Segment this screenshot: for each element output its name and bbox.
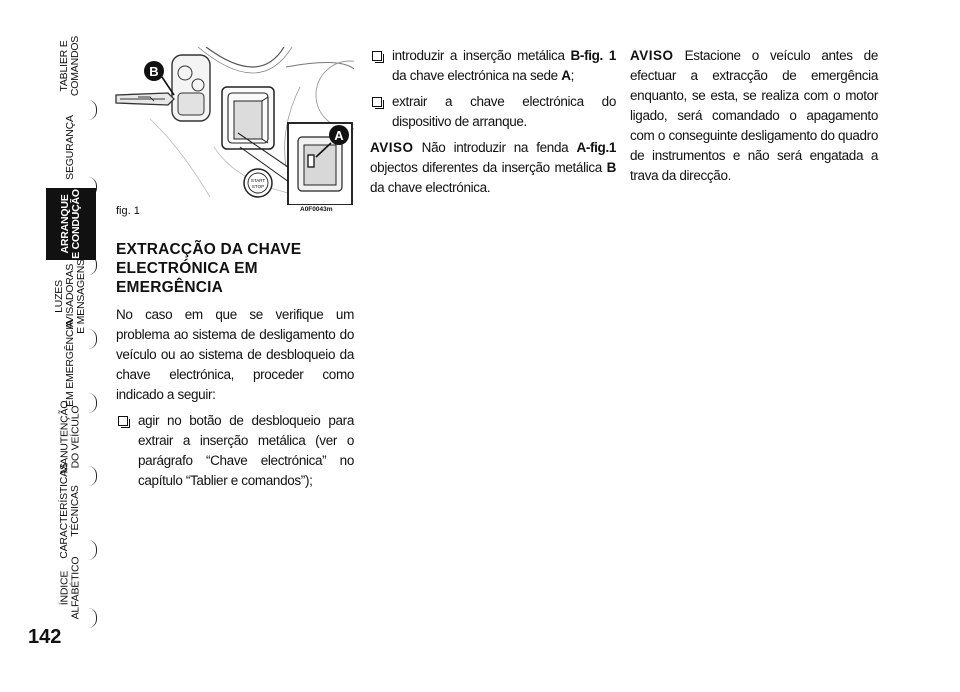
warning-label: AVISO — [630, 48, 674, 63]
figure-reference: B-fig. 1 — [570, 48, 616, 63]
section-heading: EXTRACÇÃO DA CHAVE ELECTRÓNICA EM EMERGÊNCIA — [116, 241, 302, 296]
bullet-item — [370, 92, 616, 132]
tab-label: CARACTERÍSTICAS TÉCNICAS — [58, 463, 82, 559]
warning-text: Estacione o veículo antes de efectuar a extracção de emergência enquanto, se esta, se realiza com o motor ligado, será comandado o apagamento com o conseguinte desligamento do quadro de instrumentos e não será engatada a trava da direcção. — [630, 48, 878, 183]
tab-seguranca[interactable] — [48, 114, 92, 180]
callout-b: B — [149, 64, 159, 79]
figure-caption: fig. 1 — [116, 205, 140, 217]
tab-caracteristicas[interactable] — [48, 463, 92, 559]
tab-manutencao[interactable] — [48, 400, 92, 474]
bullet-text: da chave electrónica na sede — [392, 68, 562, 83]
figure-reference: B — [606, 160, 616, 175]
tab-indice[interactable] — [48, 556, 92, 620]
tab-label: ARRANQUE E CONDUÇÃO — [59, 189, 83, 259]
tab-arranque-conducao[interactable] — [46, 188, 96, 260]
bullet-item — [116, 411, 354, 491]
tab-label: MANUTENÇÃO DO VEÍCULO — [58, 400, 82, 474]
warning-text: Não introduzir na fenda — [413, 140, 577, 155]
column-3 — [630, 46, 878, 186]
intro-paragraph: No caso em que se verifique um problema ao sistema de desligamento do veículo ou ao sistema de desbloqueio da chave electrónica, proceder como indicado a seguir: — [116, 307, 354, 402]
stop-label: STOP — [251, 184, 265, 189]
warning-text: objectos diferentes da inserção metálica — [370, 160, 607, 175]
start-label: START — [250, 178, 266, 183]
chapter-sidebar — [0, 0, 100, 692]
tab-em-emergencia[interactable] — [48, 319, 92, 407]
bullet-item — [370, 46, 616, 86]
callout-a: A — [334, 128, 344, 143]
tab-tablier-comandos[interactable] — [48, 30, 92, 102]
checkbox-bullet-icon — [118, 416, 128, 426]
checkbox-bullet-icon — [372, 97, 382, 107]
column-2 — [370, 46, 616, 198]
figure-illustration — [110, 47, 354, 205]
bullet-text: ; — [570, 68, 575, 83]
warning-paragraph — [630, 46, 878, 186]
bullet-text: agir no botão de desbloqueio para extrair a inserção metálica (ver o parágrafo “Chave electrónica” no capítulo “Tablier e comandos”); — [138, 413, 354, 488]
figure-code: A0F0043m — [300, 206, 333, 213]
bullet-text: extrair a chave electrónica do dispositivo de arranque. — [392, 94, 616, 129]
checkbox-bullet-icon — [372, 51, 382, 61]
column-1 — [116, 240, 354, 491]
figure-reference: A — [561, 68, 571, 83]
figure-reference: A-fig.1 — [576, 140, 616, 155]
bullet-text: introduzir a inserção metálica — [392, 48, 571, 63]
page-number: 142 — [28, 626, 62, 648]
tab-label: SEGURANÇA — [63, 114, 76, 180]
dashboard-key-slot-illustration — [110, 47, 354, 205]
tab-label: ÍNDICE ALFABÉTICO — [58, 556, 81, 620]
warning-label: AVISO — [370, 140, 414, 155]
warning-text: da chave electrónica. — [370, 180, 491, 195]
tab-label: EM EMERGÊNCIA — [63, 319, 76, 407]
tab-label: LUZES AVISADORAS E MENSAGENS — [52, 258, 87, 334]
warning-paragraph — [370, 138, 616, 198]
tab-label: TABLIER E COMANDOS — [58, 35, 81, 97]
